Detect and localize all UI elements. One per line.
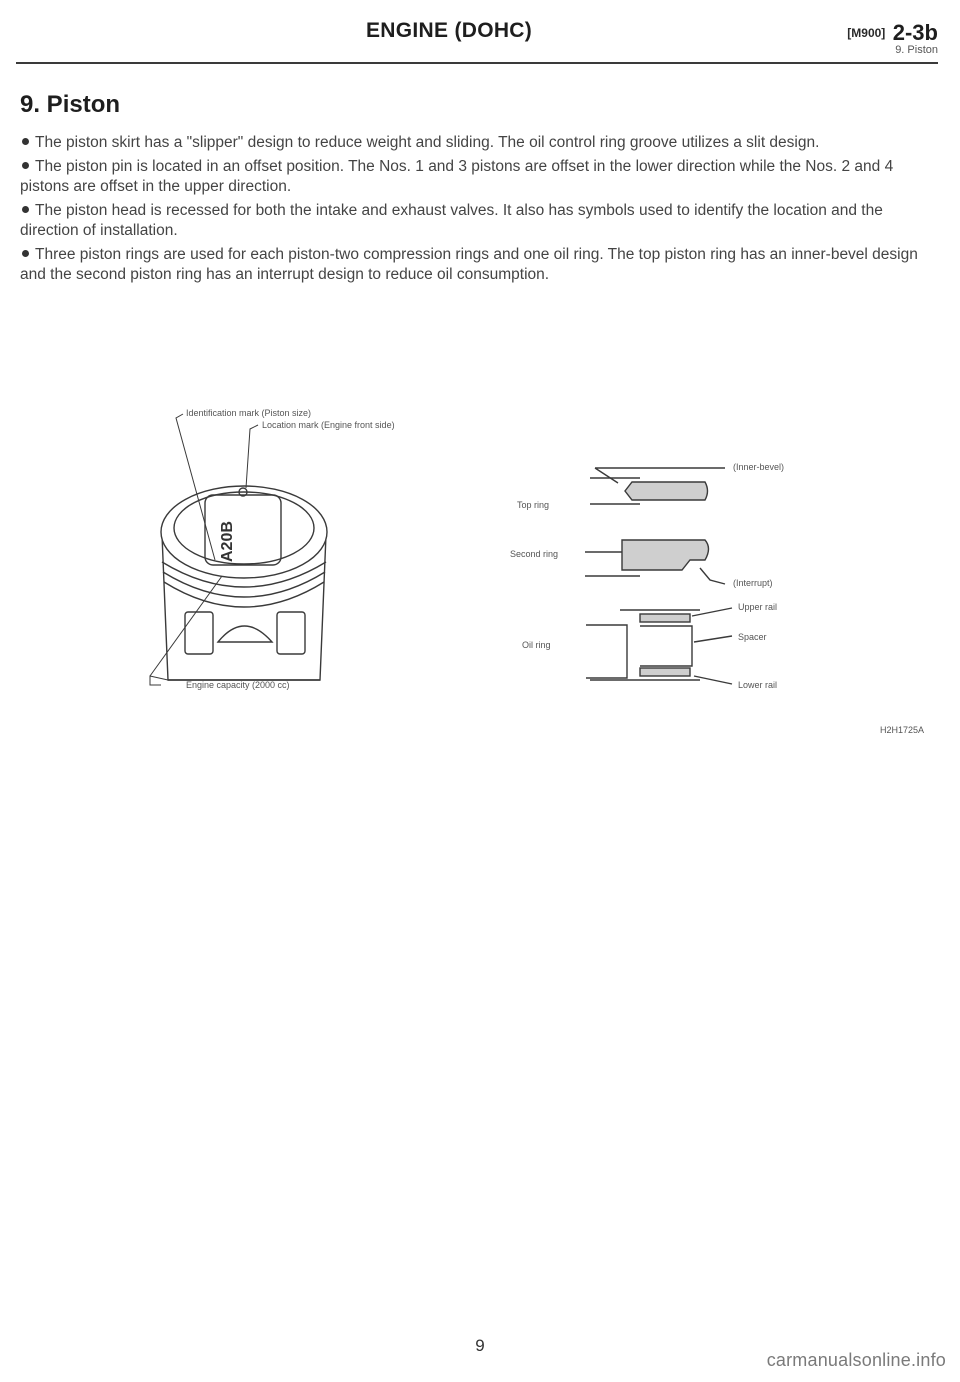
skirt-window-right (277, 612, 305, 654)
bullet-list (20, 133, 940, 289)
crown-code-text: A20B (219, 521, 236, 562)
bullet-item (20, 245, 940, 285)
spacer-label: Spacer (738, 632, 767, 642)
upper-rail (640, 614, 690, 622)
inner-bevel-label: (Inner-bevel) (733, 462, 785, 472)
bullet-text: The piston skirt has a "slipper" design to reduce weight and sliding. The oil control ring groove utilizes a slit design. (35, 134, 820, 151)
interrupt-leader (700, 568, 725, 584)
leader-location (246, 425, 258, 488)
figure-piston-rings (0, 380, 960, 760)
watermark: carmanualsonline.info (766, 1350, 946, 1370)
bullet-icon (22, 206, 29, 213)
section-number: 2-3b (892, 20, 938, 45)
header-rule (16, 62, 938, 64)
interrupt-label: (Interrupt) (733, 578, 773, 588)
inner-bevel-leader (595, 468, 725, 483)
top-ring-section (625, 482, 708, 500)
spacer-leader (694, 636, 732, 642)
identification-mark-label: Identification mark (Piston size) (186, 408, 312, 418)
header-code (847, 20, 938, 46)
figure-code: H2H1725A (879, 725, 924, 735)
bullet-text: The piston head is recessed for both the intake and exhaust valves. It also has symbols used to identify the location and the direction of installation. (20, 202, 883, 239)
bullet-text: Three piston rings are used for each piston-two compression rings and one oil ring. The top piston ring has an inner-bevel design and the second piston ring has an interrupt design to reduce oil consumption. (20, 246, 918, 283)
pin-boss (218, 626, 272, 642)
bullet-item (20, 157, 940, 197)
lower-rail-label: Lower rail (738, 680, 778, 690)
location-mark-label: Location mark (Engine front side) (262, 420, 395, 430)
engine-capacity-label: Engine capacity (2000 cc) (186, 680, 290, 690)
bullet-icon (22, 138, 29, 145)
oil-ring-label: Oil ring (522, 640, 551, 650)
second-ring-section (622, 540, 709, 570)
oil-ring-groove (586, 625, 627, 678)
spacer (640, 626, 692, 666)
section-title: 9. Piston (20, 91, 121, 118)
bullet-text: The piston pin is located in an offset position. The Nos. 1 and 3 pistons are offset in the lower direction while the Nos. 2 and 4 pistons are offset in the upper direction. (20, 158, 894, 195)
bullet-item (20, 201, 940, 241)
lower-rail (640, 668, 690, 676)
top-ring-label: Top ring (517, 500, 550, 510)
upper-rail-leader (692, 608, 732, 616)
skirt-window-left (185, 612, 213, 654)
bullet-item (20, 133, 940, 153)
bullet-icon (22, 162, 29, 169)
page-number: 9 (475, 1336, 485, 1355)
header-subtitle: 9. Piston (895, 44, 938, 56)
bullet-icon (22, 250, 29, 257)
manual-ref: [M900] (847, 26, 886, 40)
second-ring-label: Second ring (510, 549, 559, 559)
piston-illustration (0, 380, 960, 760)
header-title: ENGINE (DOHC) (366, 19, 533, 42)
upper-rail-label: Upper rail (738, 602, 778, 612)
